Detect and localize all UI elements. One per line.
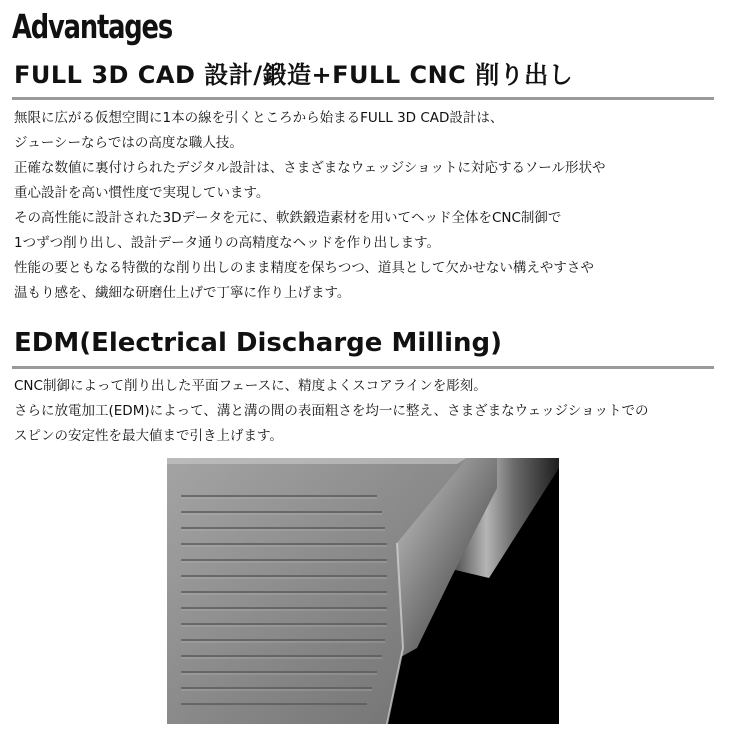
section-body-cad (14, 106, 714, 306)
section-body-edm (14, 374, 714, 449)
paragraph-line: CNC制御によって削り出した平面フェースに、精度よくスコアラインを彫刻。 (14, 378, 487, 394)
page-title: Advantages (12, 7, 172, 46)
paragraph-line: その高性能に設計された3Dデータを元に、軟鉄鍛造素材を用いてヘッド全体をCNC制御で (14, 210, 562, 226)
paragraph-line: ジューシーならではの高度な職人技。 (14, 135, 243, 151)
paragraph-line: 重心設計を高い慣性度で実現しています。 (14, 185, 270, 201)
paragraph-line: さらに放電加工(EDM)によって、溝と溝の間の表面粗さを均一に整え、さまざまなウェッジショットでの (14, 403, 649, 419)
paragraph-line: 性能の要ともなる特徴的な削り出しのまま精度を保ちつつ、道具として欠かせない構えやすさや (14, 260, 594, 276)
paragraph-line: 正確な数値に裏付けられたデジタル設計は、さまざまなウェッジショットに対応するソール形状や (14, 160, 606, 176)
paragraph-line: スピンの安定性を最大値まで引き上げます。 (14, 428, 283, 444)
wedge-clubface-photo (167, 458, 559, 724)
section-divider (12, 366, 714, 369)
section-heading-edm: EDM(Electrical Discharge Milling) (14, 328, 502, 358)
paragraph-line: 無限に広がる仮想空間に1本の線を引くところから始まるFULL 3D CAD設計は、 (14, 110, 504, 126)
paragraph-line: 1つずつ削り出し、設計データ通りの高精度なヘッドを作り出します。 (14, 235, 441, 251)
section-divider (12, 97, 714, 100)
section-heading-cad: FULL 3D CAD 設計/鍛造+FULL CNC 削り出し (14, 61, 574, 89)
paragraph-line: 温もり感を、繊細な研磨仕上げで丁寧に作り上げます。 (14, 285, 351, 301)
